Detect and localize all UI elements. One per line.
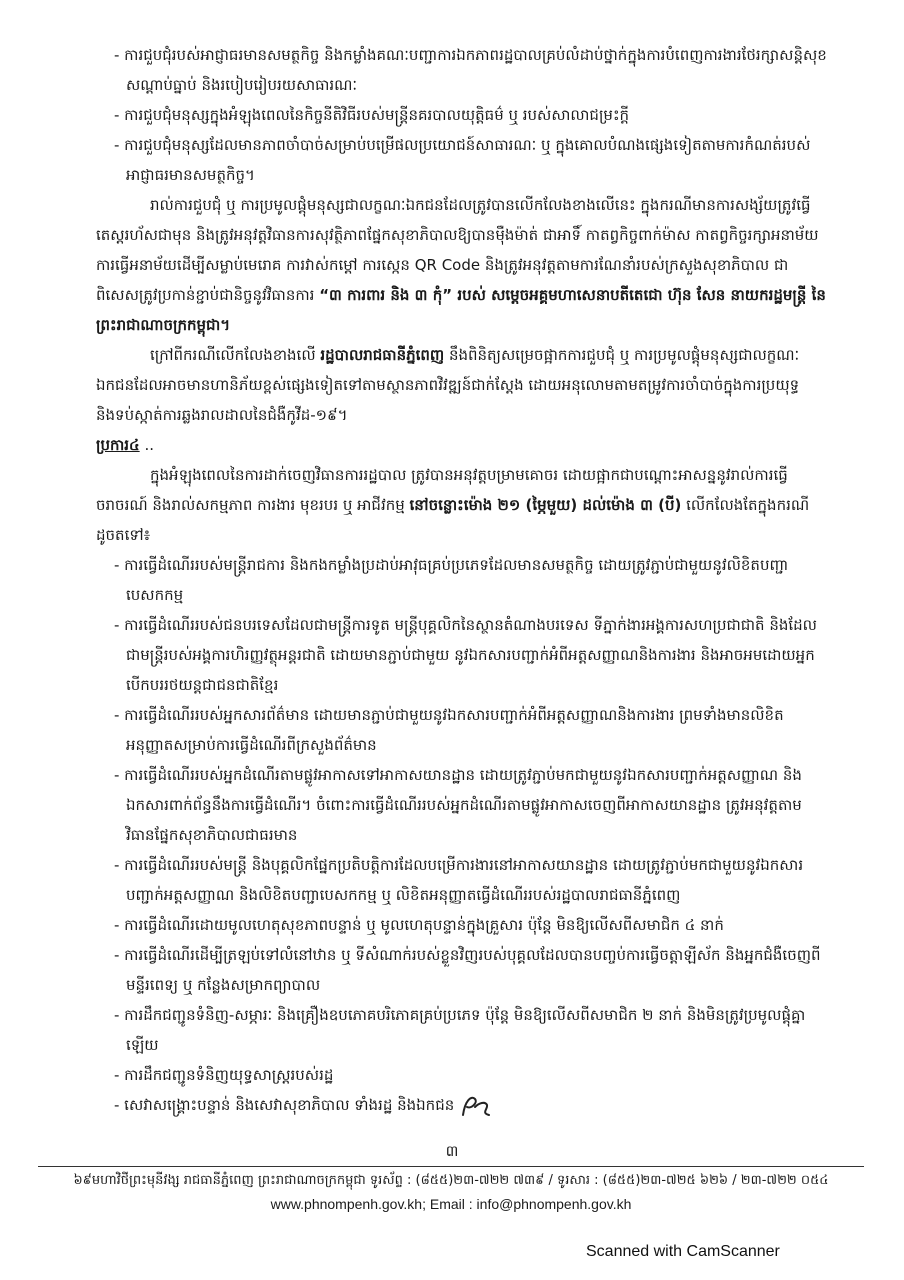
paragraph-curfew [96,460,828,550]
list-item: - ការជួបជុំរបស់អាជ្ញាធរមានសមត្ថកិច្ច និងកម្លាំងគណៈបញ្ជាការឯកភាពរដ្ឋបាលគ្រប់លំដាប់ថ្នាក់ក្នុងការបំពេញការងារថែរក្សាសន្តិសុខ សណ្តាប់ធ្នាប់ និងរបៀបរៀបរយសាធារណៈ [114,46,827,94]
list-item: - ការជួបជុំមនុស្សក្នុងអំឡុងពេលនៃកិច្ចនីតិវិធីរបស់មន្ត្រីនគរបាលយុត្តិធម៌ ឬ របស់សាលាជម្រះក្តី [114,106,630,124]
paragraph-exemption-safety [96,190,828,340]
paragraph-text: លើកលែងតែក្នុងករណី ដូចតទៅ៖ [96,496,810,544]
list-item: - ការធ្វើដំណើរដើម្បីត្រឡប់ទៅលំនៅឋាន ឬ ទីសំណាក់របស់ខ្លួនវិញរបស់បុគ្គលដែលបានបញ្ចប់ការធ្វើចត្តាឡីស័ក និងអ្នកជំងឺចេញពីមន្ទីរពេទ្យ ឬ កន្លែងសម្រាកព្យាបាល [114,946,821,994]
footer-divider [38,1166,864,1167]
scanner-watermark: Scanned with CamScanner [586,1243,780,1260]
list-item: - ការធ្វើដំណើររបស់មន្ត្រីរាជការ និងកងកម្លាំងប្រដាប់អាវុធគ្រប់ប្រភេទដែលមានសមត្ថកិច្ច ដោយត្រូវភ្ជាប់ជាមួយនូវលិខិតបញ្ជាបេសកកម្ម [114,556,789,604]
paragraph-text: ក្រៅពីករណីលើកលែងខាងលើ [150,346,316,364]
paragraph-bold-text: នៅចន្លោះម៉ោង ២១ (ម្ភៃមួយ) ដល់ម៉ោង ៣ (បី) [409,496,682,514]
list-item: - ការធ្វើដំណើររបស់អ្នកដំណើរតាមផ្លូវអាកាសទៅអាកាសយានដ្ឋាន ដោយត្រូវភ្ជាប់មកជាមួយនូវឯកសារបញ្ជាក់អត្តសញ្ញាណ និងឯកសារពាក់ព័ន្ធនឹងការធ្វើដំណើរ។ ចំពោះការធ្វើដំណើររបស់អ្នកដំណើរតាមផ្លូវអាកាសចេញពីអាកាសយានដ្ឋាន ត្រូវអនុវត្តតាមវិធានផ្នែកសុខាភិបាលជាធរមាន [114,766,802,844]
list-item: - ការធ្វើដំណើរដោយមូលហេតុសុខភាពបន្ទាន់ ឬ មូលហេតុបន្ទាន់ក្នុងគ្រួសារ ប៉ុន្តែ មិនឱ្យលើសពីសមាជិក ៤ នាក់ [114,916,724,934]
list-item-text: - សេវាសង្គ្រោះបន្ទាន់ និងសេវាសុខាភិបាល ទាំងរដ្ឋ និងឯកជន [114,1096,455,1114]
footer-website-email: www.phnompenh.gov.kh; Email : info@phnompenh.gov.kh [270,1196,632,1212]
article-heading-suffix: .. [144,436,154,454]
footer-address: ៦៩មហាវិថីព្រះមុនីវង្ស រាជធានីភ្នំពេញ ព្រះរាជាណាចក្រកម្ពុជា ទូរស័ព្ទ : (៨៥៥)២៣-៧២២ ៧៣៩ / ទូរសារ : (៨៥៥)២៣-៧២៥ ៦២៦ / ២៣-៧២២ ០៥៤ [73,1173,829,1188]
article-heading [96,430,828,460]
paragraph-text: រាល់ការជួបជុំ ឬ ការប្រមូលផ្តុំមនុស្សជាលក្ខណៈឯកជនដែលត្រូវបានលើកលែងខាងលើនេះ ក្នុងករណីមានការសង្ស័យត្រូវធ្វើតេស្តរហ័សជាមុន និងត្រូវអនុវត្តវិធានការសុវត្ថិភាពផ្នែកសុខាភិបាលឱ្យបានម៉ឺងម៉ាត់ ជាអាទិ៍ កាតព្វកិច្ចពាក់ម៉ាស កាតព្វកិច្ចរក្សាអនាម័យ ការធ្វើអនាម័យដើម្បីសម្លាប់មេរោគ ការវាស់កម្តៅ ការស្កេន QR Code និងត្រូវអនុវត្តតាមការណែនាំរបស់ក្រសួងសុខាភិបាល ជាពិសេសត្រូវប្រកាន់ខ្ជាប់ជានិច្ចនូវវិធានការ [96,196,819,304]
document-body [96,40,828,1120]
list-item: - ការធ្វើដំណើររបស់មន្ត្រី និងបុគ្គលិកផ្នែកប្រតិបត្តិការដែលបម្រើការងារនៅអាកាសយានដ្ឋាន ដោយត្រូវភ្ជាប់មកជាមួយនូវឯកសារបញ្ជាក់អត្តសញ្ញាណ និងលិខិតបញ្ជាបេសកកម្ម ឬ លិខិតអនុញ្ញាតធ្វើដំណើររបស់រដ្ឋបាលរាជធានីភ្នំពេញ [114,856,804,904]
page-number: ៣ [445,1142,459,1160]
paragraph-text: នឹងពិនិត្យសម្រេចផ្អាកការជួបជុំ ឬ ការប្រមូលផ្តុំមនុស្សជាលក្ខណៈឯកជនដែលអាចមានហានិភ័យខ្ពស់ផ្សេងទៀតទៅតាមស្ថានភាពវិវឌ្ឍន៍ជាក់ស្តែង ដោយអនុលោមតាមតម្រូវការចាំបាច់ក្នុងការប្រយុទ្ធ និងទប់ស្កាត់ការឆ្លងរាលដាលនៃជំងឺកូវីដ-១៩។ [96,346,800,424]
list-item: - ការដឹកជញ្ជូនទំនិញយុទ្ធសាស្ត្ររបស់រដ្ឋ [114,1066,334,1084]
initials-signature-icon [459,1093,493,1119]
list-item: - ការដឹកជញ្ជូនទំនិញ-សម្ភារៈ និងគ្រឿងឧបភោគបរិភោគគ្រប់ប្រភេទ ប៉ុន្តែ មិនឱ្យលើសពីសមាជិក ២ នាក់ និងមិនត្រូវប្រមូលផ្តុំគ្នាឡើយ [114,1006,806,1054]
paragraph-bold-text: រដ្ឋបាលរាជធានីភ្នំពេញ [320,346,445,364]
list-item-last [96,1090,828,1120]
paragraph-text: ក្នុងអំឡុងពេលនៃការដាក់ចេញវិធានការរដ្ឋបាល ត្រូវបានអនុវត្តបម្រាមគោចរ ដោយផ្អាកជាបណ្តោះអាសន្ននូវរាល់ការធ្វើចរាចរណ៍ និងរាល់សកម្មភាព ការងារ មុខរបរ ឬ អាជីវកម្ម [96,466,788,514]
article-heading-text: ប្រការ៤ [96,436,140,454]
list-item: - ការធ្វើដំណើររបស់អ្នកសារព័ត៌មាន ដោយមានភ្ជាប់ជាមួយនូវឯកសារបញ្ជាក់អំពីអត្តសញ្ញាណនិងការងារ ព្រមទាំងមានលិខិតអនុញ្ញាតសម្រាប់ការធ្វើដំណើរពីក្រសួងព័ត៌មាន [114,706,784,754]
list-item: - ការធ្វើដំណើររបស់ជនបរទេសដែលជាមន្ត្រីការទូត មន្ត្រីបុគ្គលិកនៃស្ថានតំណាងបរទេស ទីភ្នាក់ងារអង្គការសហប្រជាជាតិ និងដែលជាមន្ត្រីរបស់អង្គការហិរញ្ញវត្ថុអន្តរជាតិ ដោយមានភ្ជាប់ជាមួយ នូវឯកសារបញ្ជាក់អំពីអត្តសញ្ញាណនិងការងារ និងអាចអមដោយអ្នកបើកបររថយន្តជាជនជាតិខ្មែរ [114,616,817,694]
paragraph-suspension [96,340,828,430]
list-item: - ការជួបជុំមនុស្សដែលមានភាពចាំបាច់សម្រាប់បម្រើផលប្រយោជន៍សាធារណៈ ឬ ក្នុងគោលបំណងផ្សេងទៀតតាមការកំណត់របស់អាជ្ញាធរមានសមត្ថកិច្ច។ [114,136,811,184]
paragraph-bold-text: “៣ ការពារ និង ៣ កុំ” របស់ សម្តេចអគ្គមហាសេនាបតីតេជោ ហ៊ុន សែន នាយករដ្ឋមន្ត្រី នៃព្រះរាជាណាចក្រកម្ពុជា។ [96,286,826,334]
